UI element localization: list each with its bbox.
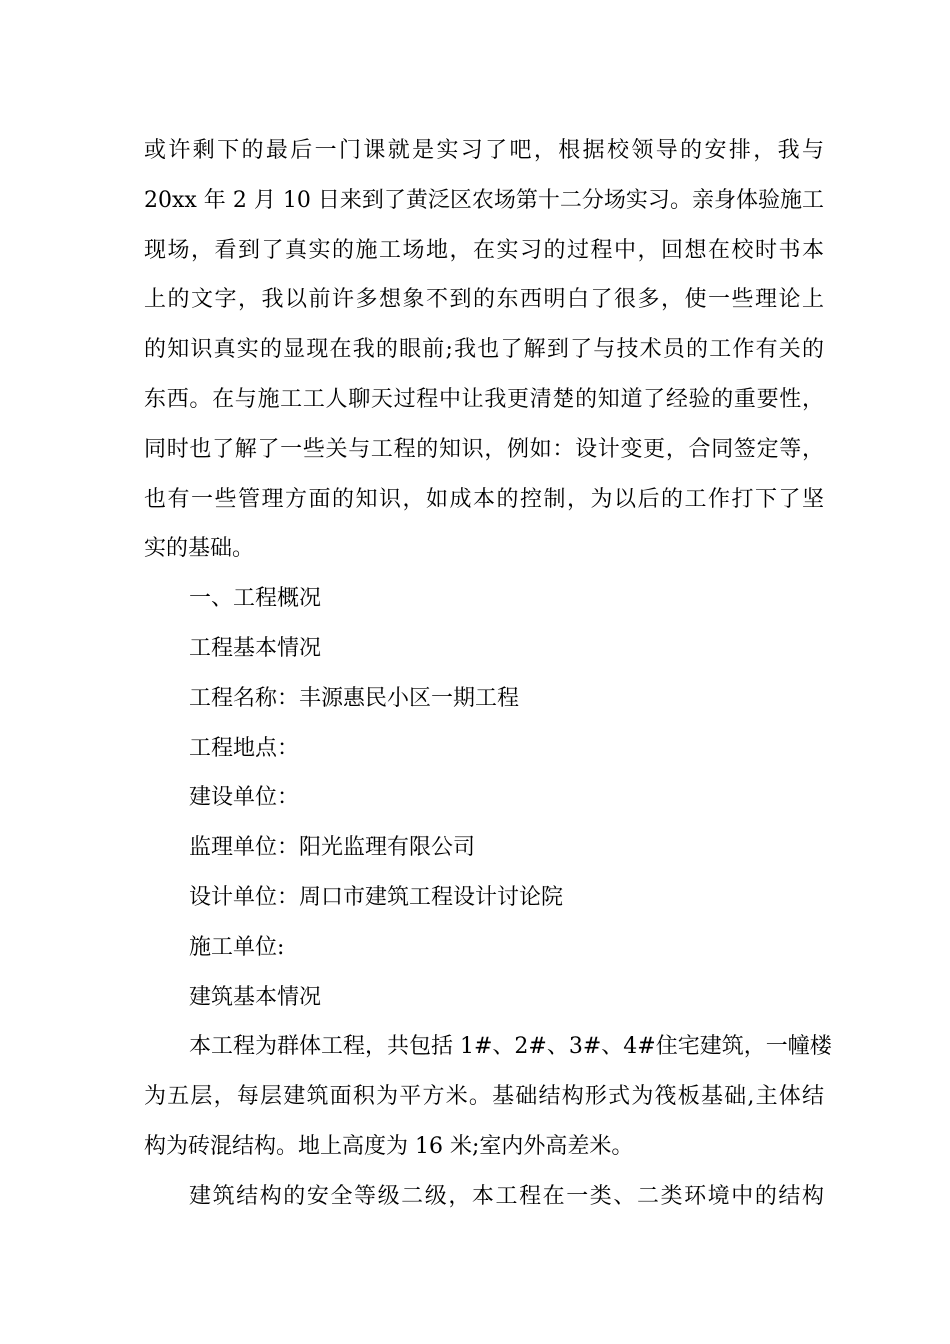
text-line: 现场，看到了真实的施工场地，在实习的过程中，回想在校时书本 bbox=[144, 237, 824, 263]
document-body bbox=[144, 126, 832, 1222]
text-line: 东西。在与施工工人聊天过程中让我更清楚的知道了经验的重要性， bbox=[144, 386, 824, 412]
text-line: 构为砖混结构。地上高度为 16 米;室内外高差米。 bbox=[144, 1133, 634, 1159]
text-line: 或许剩下的最后一门课就是实习了吧，根据校领导的安排，我与 bbox=[144, 138, 824, 163]
section-heading: 一、工程概况 bbox=[189, 586, 322, 612]
supervision-unit: 监理单位：阳光监理有限公司 bbox=[189, 835, 476, 861]
subsection-heading: 建筑基本情况 bbox=[189, 984, 322, 1010]
text-line: 上的文字，我以前许多想象不到的东西明白了很多，使一些理论上 bbox=[144, 287, 824, 313]
text-line: 实的基础。 bbox=[144, 536, 255, 562]
text-line: 20xx 年 2 月 10 日来到了黄泛区农场第十二分场实习。亲身体验施工 bbox=[144, 187, 824, 213]
subsection-heading: 工程基本情况 bbox=[189, 635, 322, 661]
project-location: 工程地点： bbox=[189, 735, 300, 761]
project-name: 工程名称：丰源惠民小区一期工程 bbox=[189, 685, 520, 711]
text-line: 建筑结构的安全等级二级，本工程在一类、二类环境中的结构 bbox=[189, 1183, 824, 1209]
text-line: 也有一些管理方面的知识，如成本的控制，为以后的工作打下了坚 bbox=[144, 486, 824, 512]
text-line: 的知识真实的显现在我的眼前;我也了解到了与技术员的工作有关的 bbox=[144, 337, 824, 363]
text-line: 本工程为群体工程，共包括 1#、2#、3#、4#住宅建筑，一幢楼 bbox=[189, 1034, 832, 1060]
contractor-unit: 施工单位: bbox=[189, 934, 285, 960]
construction-unit: 建设单位： bbox=[189, 785, 300, 811]
text-line: 为五层，每层建筑面积为平方米。基础结构形式为筏板基础,主体结 bbox=[144, 1084, 824, 1110]
design-unit: 设计单位：周口市建筑工程设计讨论院 bbox=[189, 884, 564, 910]
text-line: 同时也了解了一些关与工程的知识，例如：设计变更，合同签定等， bbox=[144, 436, 824, 462]
